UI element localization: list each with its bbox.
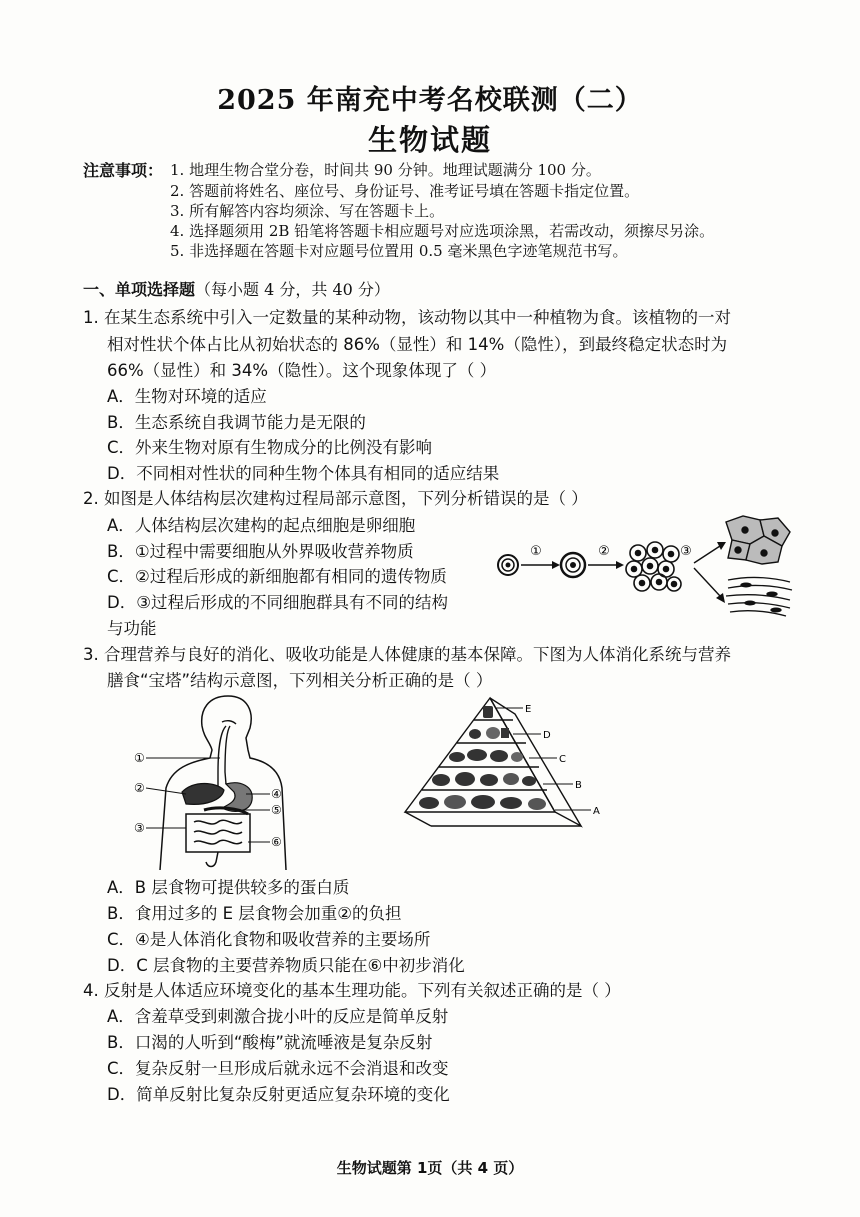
pyramid-label-a: A bbox=[593, 806, 600, 817]
pyramid-label-c: C bbox=[559, 754, 566, 765]
notice-item: 3. 所有解答内容均须涂、写在答题卡上。 bbox=[170, 202, 445, 220]
page-footer: 生物试题第 1页（共 4 页） bbox=[336, 1159, 524, 1177]
question-1-stem-line: 1. 在某生态系统中引入一定数量的某种动物，该动物以其中一种植物为食。该植物的一对 bbox=[83, 308, 731, 327]
question-2-option-d-continued: 与功能 bbox=[107, 619, 157, 638]
muscle-tissue bbox=[726, 577, 792, 616]
grown-cell bbox=[561, 553, 585, 577]
question-1-option-d: D．不同相对性状的同种生物个体具有相同的适应结果 bbox=[107, 464, 500, 483]
question-2-option-b: B．①过程中需要细胞从外界吸收营养物质 bbox=[107, 542, 414, 561]
question-2-stem-line: 2. 如图是人体结构层次建构过程局部示意图，下列分析错误的是（ ） bbox=[83, 489, 588, 508]
step-1-label: ① bbox=[530, 544, 542, 559]
zygote-cell bbox=[498, 555, 518, 575]
pyramid-leader-lines bbox=[495, 708, 591, 810]
digestive-system-figure bbox=[130, 692, 300, 870]
question-2-option-d: D．③过程后形成的不同细胞群具有不同的结构 bbox=[107, 593, 448, 612]
exam-subject-title: 生物试题 bbox=[367, 123, 492, 157]
body-label-2: ② bbox=[134, 781, 145, 795]
question-2-option-c: C．②过程后形成的新细胞都有相同的遗传物质 bbox=[107, 567, 447, 586]
section-heading bbox=[83, 277, 390, 300]
question-1-option-c: C．外来生物对原有生物成分的比例没有影响 bbox=[107, 438, 433, 457]
question-4-stem-line: 4. 反射是人体适应环境变化的基本生理功能。下列有关叙述正确的是（ ） bbox=[83, 981, 621, 1000]
section-note: （每小题 4 分，共 40 分） bbox=[195, 280, 390, 299]
cell-cluster bbox=[626, 542, 681, 591]
body-label-5: ⑤ bbox=[271, 803, 282, 817]
epithelial-tissue bbox=[726, 516, 790, 564]
notice-label: 注意事项： bbox=[83, 161, 164, 180]
question-1-option-b: B．生态系统自我调节能力是无限的 bbox=[107, 413, 366, 432]
pyramid-label-b: B bbox=[575, 780, 582, 791]
pyramid-label-d: D bbox=[543, 730, 551, 741]
body-label-3: ③ bbox=[134, 821, 145, 835]
body-label-4: ④ bbox=[271, 787, 282, 801]
question-1-option-a: A．生物对环境的适应 bbox=[107, 387, 267, 406]
pyramid-food-items bbox=[419, 706, 546, 810]
body-label-6: ⑥ bbox=[271, 835, 282, 849]
question-4-option-a: A．含羞草受到刺激合拢小叶的反应是简单反射 bbox=[107, 1007, 449, 1026]
question-3-stem-line: 3. 合理营养与良好的消化、吸收功能是人体健康的基本保障。下图为人体消化系统与营养 bbox=[83, 645, 731, 664]
liver bbox=[182, 784, 224, 805]
exam-title: 2025 年南充中考名校联测（二） bbox=[217, 85, 643, 116]
notice-item: 5. 非选择题在答题卡对应题号位置用 0.5 毫米黑色字迹笔规范书写。 bbox=[170, 242, 628, 260]
question-3-option-b: B．食用过多的 E 层食物会加重②的负担 bbox=[107, 904, 402, 923]
question-1-stem-line: 66%（显性）和 34%（隐性）。这个现象体现了（ ） bbox=[107, 361, 497, 380]
question-2-option-a: A．人体结构层次建构的起点细胞是卵细胞 bbox=[107, 516, 416, 535]
step-3-label: ③ bbox=[680, 544, 692, 559]
question-3-option-a: A．B 层食物可提供较多的蛋白质 bbox=[107, 878, 350, 897]
pyramid-label-e: E bbox=[525, 704, 532, 715]
question-1-stem-line: 相对性状个体占比从初始状态的 86%（显性）和 14%（隐性），到最终稳定状态时为 bbox=[107, 335, 728, 354]
intestines bbox=[186, 814, 250, 867]
notice-item: 2. 答题前将姓名、座位号、身份证号、准考证号填在答题卡指定位置。 bbox=[170, 182, 640, 200]
notice-item: 4. 选择题须用 2B 铅笔将答题卡相应题号对应选项涂黑，若需改动，须擦尽另涂。 bbox=[170, 222, 715, 240]
esophagus bbox=[218, 721, 236, 788]
question-3-option-c: C．④是人体消化食物和吸收营养的主要场所 bbox=[107, 930, 431, 949]
question-4-option-b: B．口渴的人听到“酸梅”就流唾液是复杂反射 bbox=[107, 1033, 433, 1052]
cell-development-figure bbox=[488, 508, 798, 620]
section-title: 一、单项选择题 bbox=[83, 280, 196, 299]
notice-item: 1. 地理生物合堂分卷，时间共 90 分钟。地理试题满分 100 分。 bbox=[170, 161, 601, 179]
body-label-1: ① bbox=[134, 751, 145, 765]
food-pyramid-figure bbox=[395, 694, 610, 844]
step-2-label: ② bbox=[598, 544, 610, 559]
question-3-option-d: D．C 层食物的主要营养物质只能在⑥中初步消化 bbox=[107, 956, 465, 975]
question-4-option-d: D．简单反射比复杂反射更适应复杂环境的变化 bbox=[107, 1085, 450, 1104]
question-3-stem-line: 膳食“宝塔”结构示意图，下列相关分析正确的是（ ） bbox=[107, 671, 493, 690]
question-4-option-c: C．复杂反射一旦形成后就永远不会消退和改变 bbox=[107, 1059, 449, 1078]
